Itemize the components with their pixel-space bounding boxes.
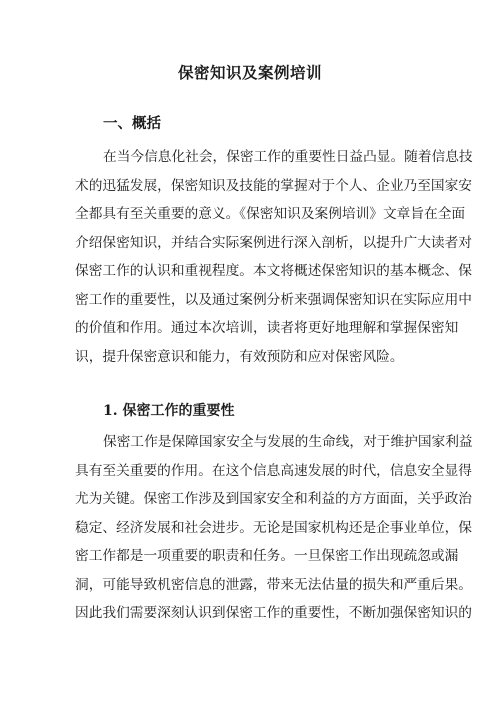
paragraph-line: 保密工作的认识和重视程度。本文将概述保密知识的基本概念、保 xyxy=(75,263,472,279)
paragraph-line: 稳定、经济发展和社会进步。无论是国家机构还是企事业单位，保 xyxy=(75,519,472,536)
paragraph-line: 在当今信息化社会，保密工作的重要性日益凸显。随着信息技 xyxy=(103,149,473,165)
paragraph-line: 尤为关键。保密工作涉及到国家安全和利益的方方面面，关乎政治 xyxy=(75,491,472,507)
paragraph-line: 术的迅猛发展，保密知识及技能的掌握对于个人、企业乃至国家安 xyxy=(75,177,472,194)
section-heading-overview: 一、概括 xyxy=(103,115,161,132)
document-title: 保密知识及案例培训 xyxy=(177,63,322,82)
paragraph-line: 保密工作是保障国家安全与发展的生命线，对于维护国家利益 xyxy=(103,434,473,450)
paragraph-line: 密工作都是一项重要的职责和任务。一旦保密工作出现疏忽或漏 xyxy=(75,548,459,564)
overview-paragraph xyxy=(75,143,473,371)
paragraph-line: 全都具有至关重要的意义。《保密知识及案例培训》文章旨在全面 xyxy=(75,206,466,222)
paragraph-line: 识，提升保密意识和能力，有效预防和应对保密风险。 xyxy=(75,348,404,365)
subsection-heading-importance: 1. 保密工作的重要性 xyxy=(103,403,235,419)
paragraph-line: 的价值和作用。通过本次培训，读者将更好地理解和掌握保密知 xyxy=(75,320,459,336)
paragraph-line: 因此我们需要深刻认识到保密工作的重要性，不断加强保密知识的 xyxy=(75,605,472,621)
paragraph-line: 密工作的重要性，以及通过案例分析来强调保密知识在实际应用中 xyxy=(75,291,472,308)
importance-paragraph xyxy=(75,428,473,628)
paragraph-line: 洞，可能导致机密信息的泄露，带来无法估量的损失和严重后果。 xyxy=(75,576,472,593)
paragraph-line: 介绍保密知识，并结合实际案例进行深入剖析，以提升广大读者对 xyxy=(75,234,472,251)
paragraph-line: 具有至关重要的作用。在这个信息高速发展的时代，信息安全显得 xyxy=(75,462,472,479)
